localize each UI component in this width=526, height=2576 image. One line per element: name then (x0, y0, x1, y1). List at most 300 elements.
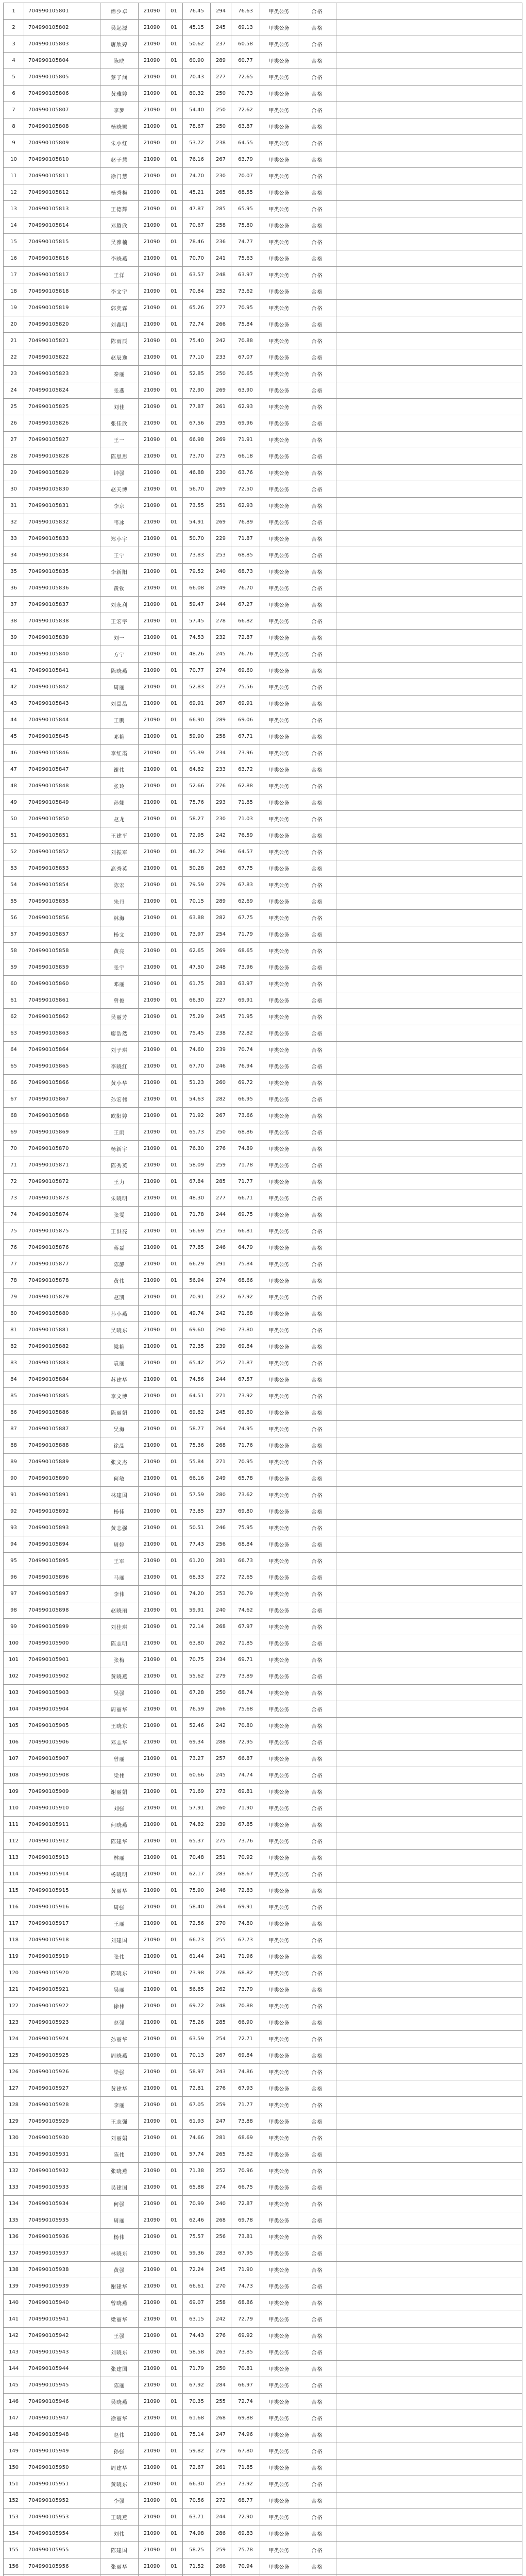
total-score: 227 (211, 992, 231, 1009)
interview-score: 75.68 (231, 1701, 260, 1718)
candidate-name: 孙娜 (100, 794, 139, 811)
candidate-name: 张文杰 (100, 1454, 139, 1470)
table-row (4, 1388, 522, 1404)
written-score: 63.80 (183, 1635, 211, 1652)
ticket-number: 704990105940 (24, 2295, 100, 2311)
written-score: 47.50 (183, 959, 211, 976)
written-score: 57.59 (183, 1487, 211, 1503)
total-score: 269 (211, 432, 231, 448)
interview-score: 74.74 (231, 1767, 260, 1784)
written-score: 69.91 (183, 696, 211, 712)
table-row (4, 201, 522, 217)
exam-type: 甲类公务 (260, 53, 298, 69)
written-score: 75.36 (183, 1437, 211, 1454)
table-row (4, 2229, 522, 2245)
category-code: 01 (165, 630, 183, 646)
position-code: 21090 (139, 300, 165, 316)
ticket-number: 704990105811 (24, 168, 100, 184)
candidate-name: 吴强 (100, 1685, 139, 1701)
note (336, 2113, 522, 2130)
written-score: 48.26 (183, 646, 211, 663)
result-status: 合格 (298, 679, 336, 696)
position-code: 21090 (139, 2558, 165, 2575)
ticket-number: 704990105857 (24, 926, 100, 943)
candidate-name: 陈建华 (100, 1833, 139, 1850)
category-code: 01 (165, 2460, 183, 2476)
note (336, 1734, 522, 1751)
candidate-name: 刘一 (100, 630, 139, 646)
exam-type: 甲类公务 (260, 1718, 298, 1734)
exam-type: 甲类公务 (260, 1240, 298, 1256)
result-status: 合格 (298, 893, 336, 910)
category-code: 01 (165, 531, 183, 547)
position-code: 21090 (139, 1009, 165, 1025)
written-score: 73.70 (183, 448, 211, 465)
ticket-number: 704990105883 (24, 1355, 100, 1371)
exam-type: 甲类公务 (260, 1899, 298, 1916)
interview-score: 70.65 (231, 366, 260, 382)
row-index: 145 (4, 2377, 24, 2394)
table-row (4, 366, 522, 382)
table-row (4, 1157, 522, 1174)
ticket-number: 704990105912 (24, 1833, 100, 1850)
candidate-name: 吴建国 (100, 2179, 139, 2196)
note (336, 2493, 522, 2509)
exam-type: 甲类公务 (260, 1998, 298, 2014)
note (336, 2526, 522, 2542)
position-code: 21090 (139, 102, 165, 118)
ticket-number: 704990105812 (24, 184, 100, 201)
candidate-name: 梁丽华 (100, 2311, 139, 2328)
written-score: 54.63 (183, 1091, 211, 1108)
table-row (4, 168, 522, 184)
interview-score: 67.83 (231, 877, 260, 893)
category-code: 01 (165, 1586, 183, 1602)
candidate-name: 李京 (100, 498, 139, 514)
candidate-name: 陈志明 (100, 1635, 139, 1652)
total-score: 261 (211, 2460, 231, 2476)
position-code: 21090 (139, 1701, 165, 1718)
candidate-name: 梁伟 (100, 1767, 139, 1784)
position-code: 21090 (139, 877, 165, 893)
position-code: 21090 (139, 2476, 165, 2493)
result-status: 合格 (298, 514, 336, 531)
note (336, 1190, 522, 1207)
result-status: 合格 (298, 827, 336, 844)
result-status: 合格 (298, 250, 336, 267)
exam-type: 甲类公务 (260, 1817, 298, 1833)
ticket-number: 704990105874 (24, 1207, 100, 1223)
candidate-name: 吴起源 (100, 20, 139, 36)
exam-type: 甲类公务 (260, 531, 298, 547)
category-code: 01 (165, 498, 183, 514)
row-index: 155 (4, 2542, 24, 2558)
exam-type: 甲类公务 (260, 1190, 298, 1207)
table-row (4, 580, 522, 597)
position-code: 21090 (139, 1355, 165, 1371)
table-row (4, 1009, 522, 1025)
position-code: 21090 (139, 2097, 165, 2113)
exam-type: 甲类公务 (260, 2509, 298, 2526)
table-row (4, 2047, 522, 2064)
position-code: 21090 (139, 1998, 165, 2014)
interview-score: 60.77 (231, 53, 260, 69)
candidate-name: 杨佳 (100, 1503, 139, 1520)
total-score: 253 (211, 1223, 231, 1240)
category-code: 01 (165, 432, 183, 448)
table-row (4, 860, 522, 877)
total-score: 246 (211, 1058, 231, 1075)
result-status: 合格 (298, 1141, 336, 1157)
category-code: 01 (165, 135, 183, 151)
note (336, 1042, 522, 1058)
ticket-number: 704990105851 (24, 827, 100, 844)
ticket-number: 704990105850 (24, 811, 100, 827)
note (336, 1833, 522, 1850)
table-row (4, 1536, 522, 1553)
interview-score: 76.70 (231, 580, 260, 597)
interview-score: 73.92 (231, 1388, 260, 1404)
position-code: 21090 (139, 1553, 165, 1569)
ticket-number: 704990105848 (24, 778, 100, 794)
ticket-number: 704990105953 (24, 2509, 100, 2526)
result-status: 合格 (298, 2014, 336, 2031)
category-code: 01 (165, 1520, 183, 1536)
total-score: 274 (211, 2179, 231, 2196)
table-row (4, 1817, 522, 1833)
total-score: 250 (211, 2361, 231, 2377)
position-code: 21090 (139, 613, 165, 630)
ticket-number: 704990105935 (24, 2212, 100, 2229)
total-score: 276 (211, 2080, 231, 2097)
interview-score: 71.77 (231, 2097, 260, 2113)
row-index: 93 (4, 1520, 24, 1536)
table-row (4, 696, 522, 712)
row-index: 16 (4, 250, 24, 267)
table-row (4, 2113, 522, 2130)
note (336, 1437, 522, 1454)
result-status: 合格 (298, 646, 336, 663)
interview-score: 68.86 (231, 2295, 260, 2311)
result-status: 合格 (298, 2493, 336, 2509)
interview-score: 74.96 (231, 2427, 260, 2443)
interview-score: 66.90 (231, 2014, 260, 2031)
total-score: 244 (211, 597, 231, 613)
category-code: 01 (165, 415, 183, 432)
exam-type: 甲类公务 (260, 151, 298, 168)
exam-type: 甲类公务 (260, 1586, 298, 1602)
category-code: 01 (165, 1652, 183, 1668)
result-status: 合格 (298, 794, 336, 811)
ticket-number: 704990105915 (24, 1883, 100, 1899)
candidate-name: 王一 (100, 432, 139, 448)
position-code: 21090 (139, 349, 165, 366)
table-row (4, 712, 522, 728)
category-code: 01 (165, 1240, 183, 1256)
note (336, 2031, 522, 2047)
result-status: 合格 (298, 531, 336, 547)
row-index: 74 (4, 1207, 24, 1223)
category-code: 01 (165, 1157, 183, 1174)
note (336, 1141, 522, 1157)
result-status: 合格 (298, 465, 336, 481)
candidate-name: 高秀英 (100, 860, 139, 877)
table-row (4, 1668, 522, 1685)
table-row (4, 1322, 522, 1338)
result-status: 合格 (298, 1503, 336, 1520)
position-code: 21090 (139, 794, 165, 811)
exam-type: 甲类公务 (260, 36, 298, 53)
candidate-name: 张宇 (100, 959, 139, 976)
category-code: 01 (165, 2526, 183, 2542)
position-code: 21090 (139, 2031, 165, 2047)
written-score: 67.92 (183, 2377, 211, 2394)
ticket-number: 704990105924 (24, 2031, 100, 2047)
exam-type: 甲类公务 (260, 234, 298, 250)
ticket-number: 704990105897 (24, 1586, 100, 1602)
interview-score: 71.77 (231, 1174, 260, 1190)
row-index: 64 (4, 1042, 24, 1058)
note (336, 2410, 522, 2427)
table-row (4, 481, 522, 498)
category-code: 01 (165, 250, 183, 267)
table-row (4, 976, 522, 992)
row-index: 137 (4, 2245, 24, 2262)
interview-score: 71.87 (231, 531, 260, 547)
exam-type: 甲类公务 (260, 1767, 298, 1784)
candidate-name: 黄小华 (100, 1075, 139, 1091)
ticket-number: 704990105856 (24, 910, 100, 926)
result-status: 合格 (298, 1685, 336, 1701)
position-code: 21090 (139, 547, 165, 564)
written-score: 66.98 (183, 432, 211, 448)
category-code: 01 (165, 514, 183, 531)
exam-type: 甲类公务 (260, 992, 298, 1009)
note (336, 1866, 522, 1883)
note (336, 465, 522, 481)
note (336, 696, 522, 712)
total-score: 260 (211, 1075, 231, 1091)
position-code: 21090 (139, 448, 165, 465)
table-row (4, 1833, 522, 1850)
written-score: 77.10 (183, 349, 211, 366)
category-code: 01 (165, 1124, 183, 1141)
note (336, 1454, 522, 1470)
exam-type: 甲类公务 (260, 2064, 298, 2080)
table-row (4, 943, 522, 959)
total-score: 249 (211, 580, 231, 597)
written-score: 70.56 (183, 2493, 211, 2509)
row-index: 15 (4, 234, 24, 250)
table-row (4, 1602, 522, 1619)
note (336, 2509, 522, 2526)
total-score: 258 (211, 217, 231, 234)
note (336, 663, 522, 679)
total-score: 279 (211, 877, 231, 893)
table-row (4, 959, 522, 976)
written-score: 63.71 (183, 2509, 211, 2526)
written-score: 46.72 (183, 844, 211, 860)
table-row (4, 1916, 522, 1932)
candidate-name: 梁艳 (100, 1338, 139, 1355)
position-code: 21090 (139, 1256, 165, 1273)
table-row (4, 630, 522, 646)
category-code: 01 (165, 20, 183, 36)
position-code: 21090 (139, 893, 165, 910)
category-code: 01 (165, 2493, 183, 2509)
result-status: 合格 (298, 1470, 336, 1487)
category-code: 01 (165, 2163, 183, 2179)
table-row (4, 1998, 522, 2014)
table-row (4, 1338, 522, 1355)
ticket-number: 704990105809 (24, 135, 100, 151)
result-status: 合格 (298, 1273, 336, 1289)
exam-type: 甲类公务 (260, 415, 298, 432)
note (336, 1355, 522, 1371)
result-status: 合格 (298, 2146, 336, 2163)
result-status: 合格 (298, 1289, 336, 1306)
result-status: 合格 (298, 1916, 336, 1932)
result-status: 合格 (298, 1701, 336, 1718)
candidate-name: 刘鑫明 (100, 316, 139, 333)
candidate-name: 蔡子涵 (100, 69, 139, 86)
total-score: 277 (211, 1190, 231, 1207)
result-status: 合格 (298, 877, 336, 893)
position-code: 21090 (139, 1437, 165, 1454)
candidate-name: 周丽华 (100, 1701, 139, 1718)
note (336, 2229, 522, 2245)
total-score: 232 (211, 630, 231, 646)
interview-score: 66.75 (231, 2179, 260, 2196)
result-status: 合格 (298, 1652, 336, 1668)
exam-type: 甲类公务 (260, 1784, 298, 1800)
total-score: 250 (211, 86, 231, 102)
total-score: 276 (211, 778, 231, 794)
interview-score: 65.78 (231, 1470, 260, 1487)
ticket-number: 704990105838 (24, 613, 100, 630)
interview-score: 68.69 (231, 2130, 260, 2146)
note (336, 910, 522, 926)
interview-score: 69.83 (231, 2526, 260, 2542)
total-score: 247 (211, 2427, 231, 2443)
written-score: 62.46 (183, 2212, 211, 2229)
written-score: 57.74 (183, 2146, 211, 2163)
ticket-number: 704990105918 (24, 1932, 100, 1948)
exam-type: 甲类公务 (260, 366, 298, 382)
row-index: 53 (4, 860, 24, 877)
position-code: 21090 (139, 1388, 165, 1404)
result-status: 合格 (298, 1751, 336, 1767)
total-score: 261 (211, 399, 231, 415)
written-score: 58.40 (183, 1899, 211, 1916)
result-status: 合格 (298, 1800, 336, 1817)
row-index: 67 (4, 1091, 24, 1108)
interview-score: 71.79 (231, 926, 260, 943)
total-score: 290 (211, 1322, 231, 1338)
candidate-name: 王志强 (100, 2113, 139, 2130)
written-score: 69.07 (183, 2295, 211, 2311)
category-code: 01 (165, 679, 183, 696)
position-code: 21090 (139, 1487, 165, 1503)
exam-type: 甲类公务 (260, 910, 298, 926)
written-score: 76.59 (183, 1701, 211, 1718)
result-status: 合格 (298, 1487, 336, 1503)
table-row (4, 2526, 522, 2542)
row-index: 127 (4, 2080, 24, 2097)
interview-score: 76.59 (231, 827, 260, 844)
position-code: 21090 (139, 1800, 165, 1817)
result-status: 合格 (298, 860, 336, 877)
candidate-name: 何晓燕 (100, 1817, 139, 1833)
category-code: 01 (165, 1091, 183, 1108)
ticket-number: 704990105879 (24, 1289, 100, 1306)
interview-score: 62.88 (231, 778, 260, 794)
exam-type: 甲类公务 (260, 844, 298, 860)
category-code: 01 (165, 36, 183, 53)
interview-score: 63.97 (231, 267, 260, 283)
interview-score: 62.93 (231, 498, 260, 514)
row-index: 94 (4, 1536, 24, 1553)
ticket-number: 704990105886 (24, 1404, 100, 1421)
note (336, 1767, 522, 1784)
exam-type: 甲类公务 (260, 2278, 298, 2295)
total-score: 238 (211, 135, 231, 151)
exam-type: 甲类公务 (260, 432, 298, 448)
category-code: 01 (165, 976, 183, 992)
row-index: 63 (4, 1025, 24, 1042)
row-index: 7 (4, 102, 24, 118)
candidate-name: 周建华 (100, 2460, 139, 2476)
category-code: 01 (165, 926, 183, 943)
position-code: 21090 (139, 1734, 165, 1751)
interview-score: 70.73 (231, 86, 260, 102)
interview-score: 64.79 (231, 1240, 260, 1256)
position-code: 21090 (139, 1454, 165, 1470)
category-code: 01 (165, 2212, 183, 2229)
written-score: 69.72 (183, 1998, 211, 2014)
total-score: 272 (211, 2493, 231, 2509)
exam-type: 甲类公务 (260, 679, 298, 696)
candidate-name: 赵天博 (100, 481, 139, 498)
category-code: 01 (165, 910, 183, 926)
written-score: 65.26 (183, 300, 211, 316)
total-score: 251 (211, 498, 231, 514)
candidate-name: 杨伟 (100, 2229, 139, 2245)
category-code: 01 (165, 580, 183, 597)
exam-type: 甲类公务 (260, 399, 298, 415)
category-code: 01 (165, 597, 183, 613)
written-score: 55.62 (183, 1668, 211, 1685)
ticket-number: 704990105937 (24, 2245, 100, 2262)
table-row (4, 1487, 522, 1503)
written-score: 70.43 (183, 69, 211, 86)
candidate-name: 黄亮 (100, 943, 139, 959)
note (336, 2476, 522, 2493)
position-code: 21090 (139, 1108, 165, 1124)
row-index: 118 (4, 1932, 24, 1948)
result-status: 合格 (298, 2163, 336, 2179)
note (336, 250, 522, 267)
category-code: 01 (165, 2014, 183, 2031)
written-score: 73.85 (183, 1503, 211, 1520)
ticket-number: 704990105844 (24, 712, 100, 728)
note (336, 679, 522, 696)
result-status: 合格 (298, 728, 336, 745)
result-status: 合格 (298, 1058, 336, 1075)
ticket-number: 704990105888 (24, 1437, 100, 1454)
total-score: 279 (211, 2443, 231, 2460)
note (336, 2212, 522, 2229)
